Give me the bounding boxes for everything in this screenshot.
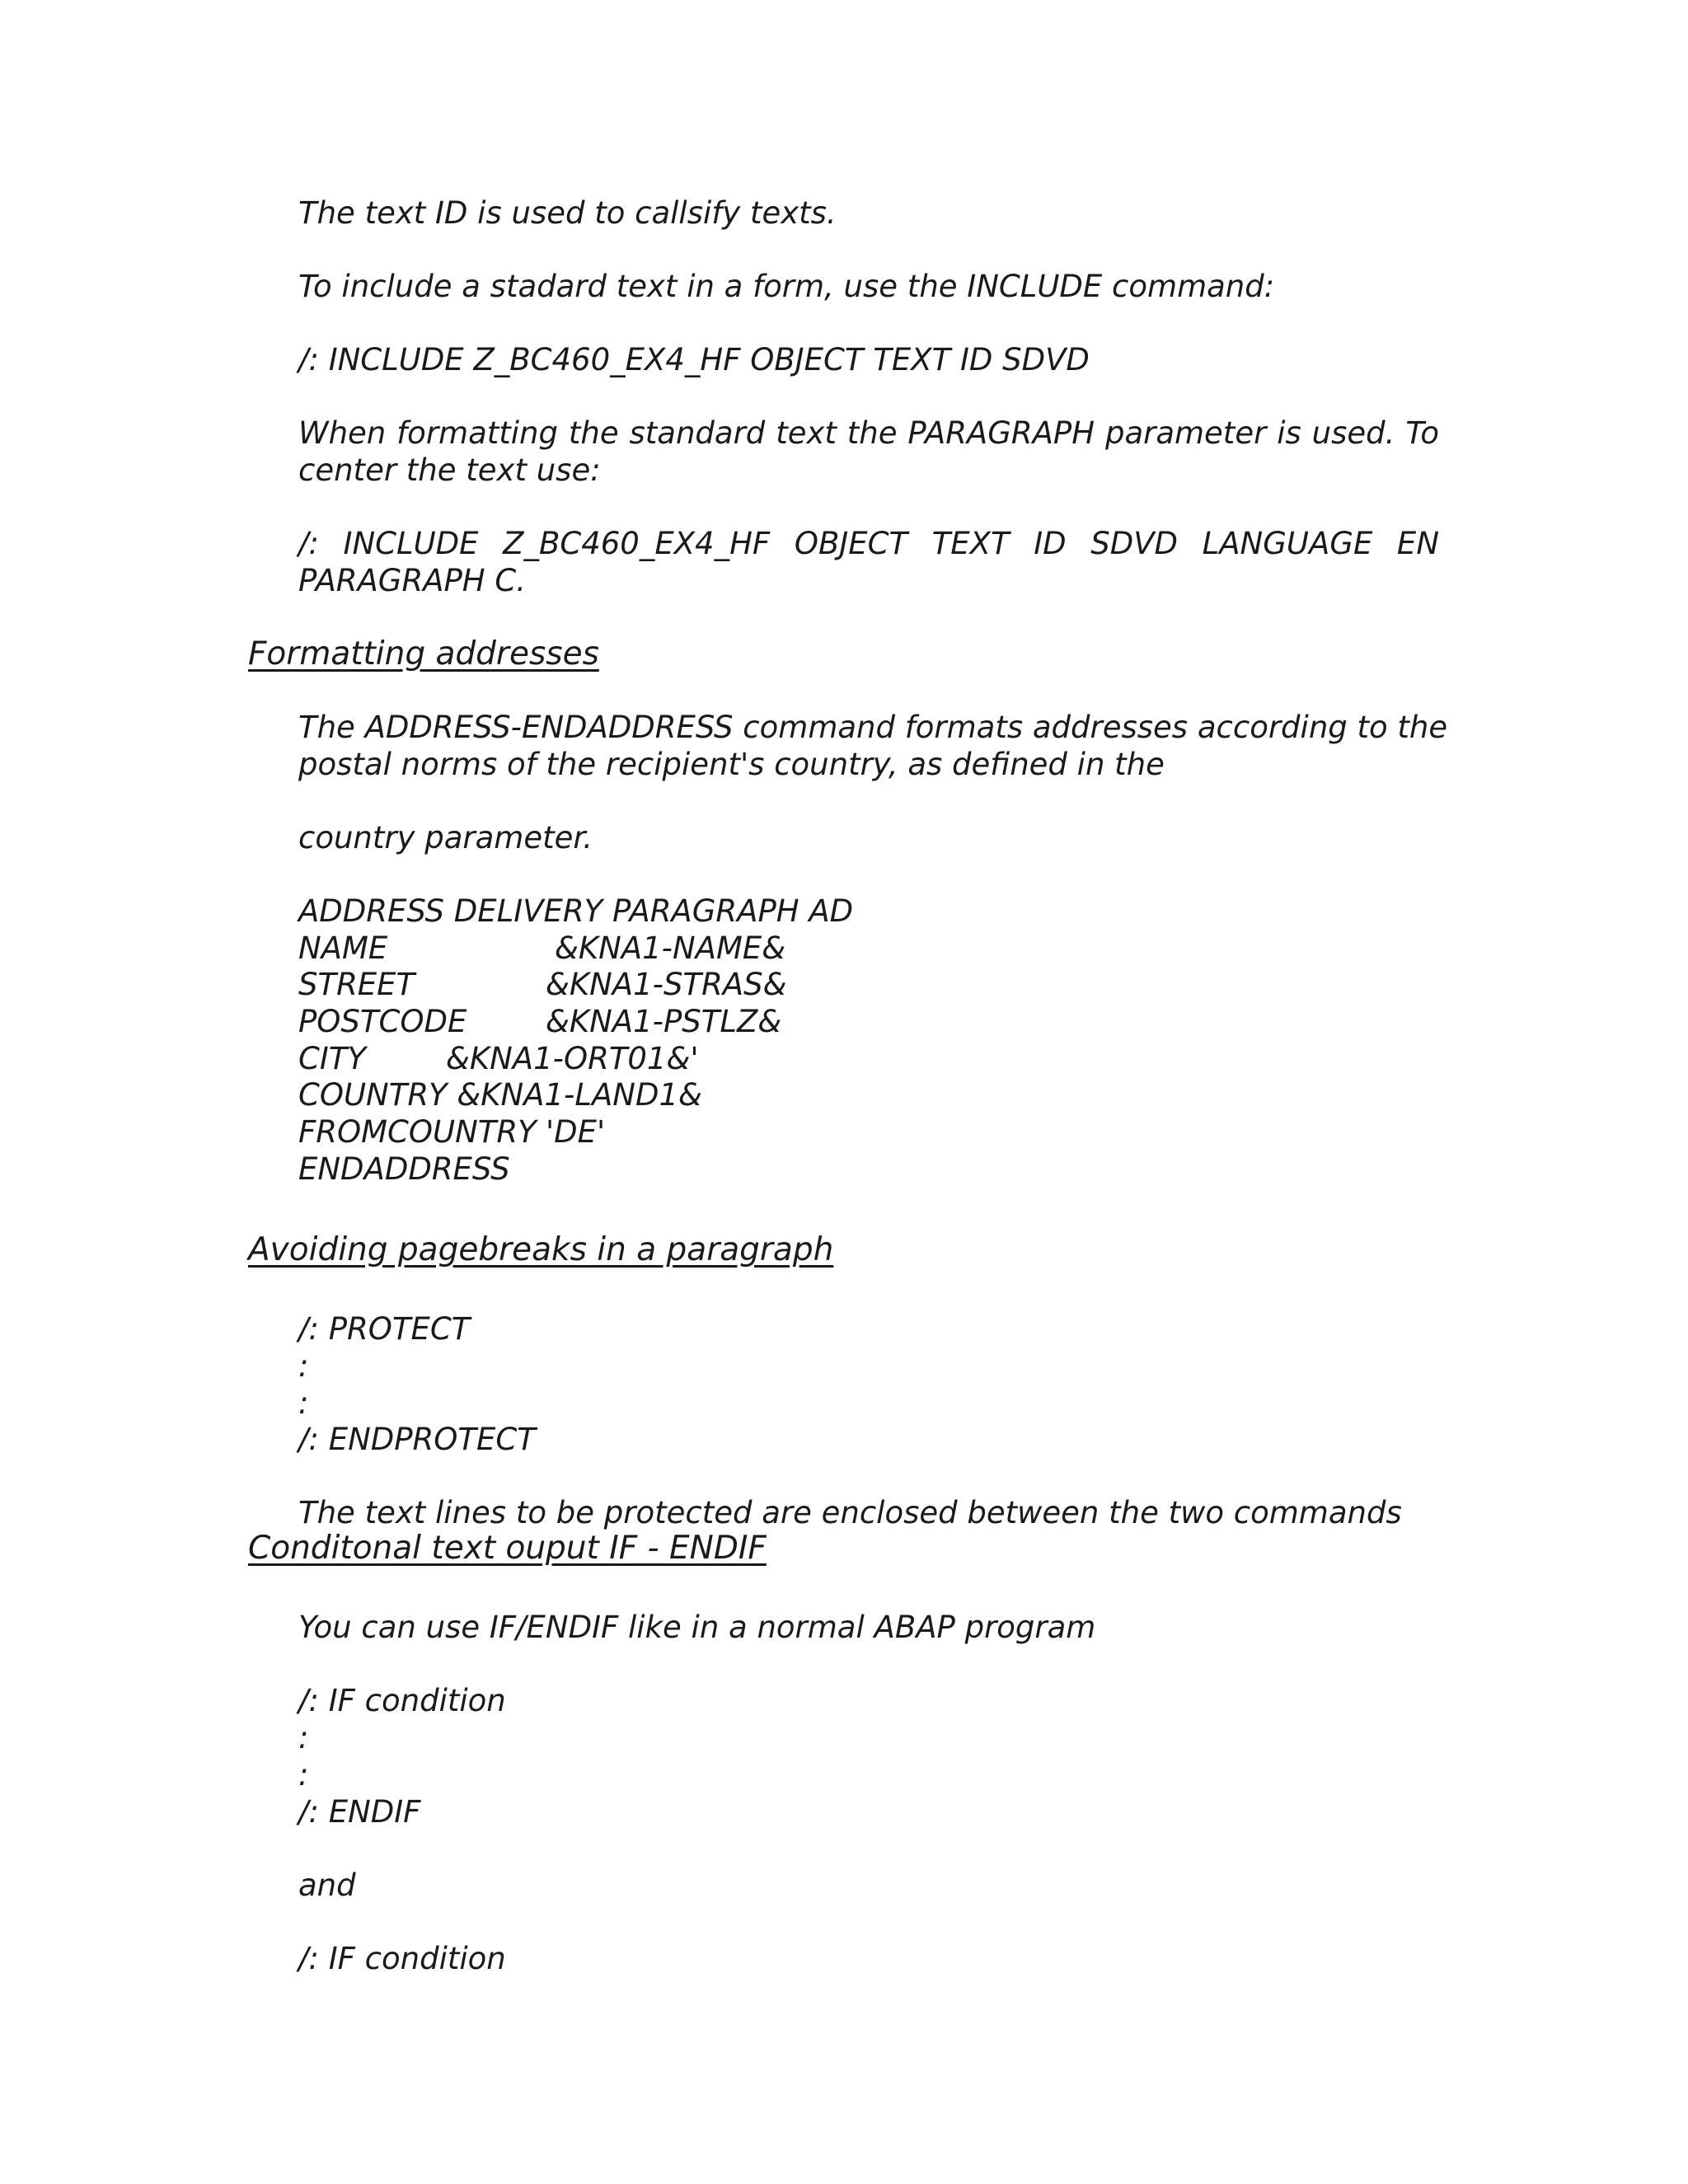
code-postcode-value: &KNA1-PSTLZ&	[546, 1004, 782, 1039]
code-if-condition-2: /: IF condition	[298, 1941, 506, 1976]
address-desc-line-3: country parameter.	[298, 820, 593, 855]
code-endif: /: ENDIF	[298, 1794, 421, 1830]
include-paragraph-line-1: /: INCLUDE Z_BC460_EX4_HF OBJECT TEXT ID SDVD LANGUAGE EN	[298, 526, 1439, 561]
conjunction-and: and	[298, 1868, 356, 1903]
heading-conditional-output: Conditonal text ouput IF - ENDIF	[248, 1530, 767, 1567]
code-if-condition: /: IF condition	[298, 1683, 506, 1718]
intro-line-2: To include a stadard text in a form, use the INCLUDE command:	[298, 269, 1275, 304]
code-colon: :	[298, 1720, 309, 1755]
protect-note: The text lines to be protected are enclosed between the two commands	[298, 1495, 1402, 1530]
code-name-key: NAME	[298, 930, 388, 966]
conditional-desc: You can use IF/ENDIF like in a normal ABAP program	[298, 1610, 1096, 1645]
code-colon: :	[298, 1385, 309, 1421]
address-desc-line-2: postal norms of the recipient's country, as defined in the	[298, 747, 1165, 782]
code-address-delivery: ADDRESS DELIVERY PARAGRAPH AD	[298, 893, 854, 929]
code-endaddress: ENDADDRESS	[298, 1151, 510, 1187]
code-street-value: &KNA1-STRAS&	[546, 967, 787, 1002]
code-colon: :	[298, 1348, 309, 1384]
heading-avoiding-pagebreaks: Avoiding pagebreaks in a paragraph	[248, 1231, 834, 1268]
include-paragraph-line-2: PARAGRAPH C.	[298, 563, 526, 598]
code-fromcountry-value: 'DE'	[546, 1114, 606, 1150]
code-city-value: &KNA1-ORT01&'	[446, 1041, 699, 1076]
code-fromcountry-key: FROMCOUNTRY	[298, 1114, 537, 1150]
intro-line-1: The text ID is used to callsify texts.	[298, 195, 837, 231]
address-desc-line-1: The ADDRESS-ENDADDRESS command formats addresses according to the	[298, 710, 1448, 745]
code-colon: :	[298, 1757, 309, 1793]
code-postcode-key: POSTCODE	[298, 1004, 467, 1039]
intro-include-command: /: INCLUDE Z_BC460_EX4_HF OBJECT TEXT ID SDVD	[298, 342, 1090, 377]
paragraph-note-line-2: center the text use:	[298, 452, 601, 488]
code-protect: /: PROTECT	[298, 1311, 471, 1347]
code-city-key: CITY	[298, 1041, 366, 1076]
code-street-key: STREET	[298, 967, 415, 1002]
heading-formatting-addresses: Formatting addresses	[248, 635, 599, 673]
paragraph-note-line-1: When formatting the standard text the PARAGRAPH parameter is used. To	[298, 415, 1439, 451]
code-endprotect: /: ENDPROTECT	[298, 1422, 536, 1457]
code-country: COUNTRY &KNA1-LAND1&	[298, 1077, 702, 1113]
code-name-value: &KNA1-NAME&	[555, 930, 786, 966]
